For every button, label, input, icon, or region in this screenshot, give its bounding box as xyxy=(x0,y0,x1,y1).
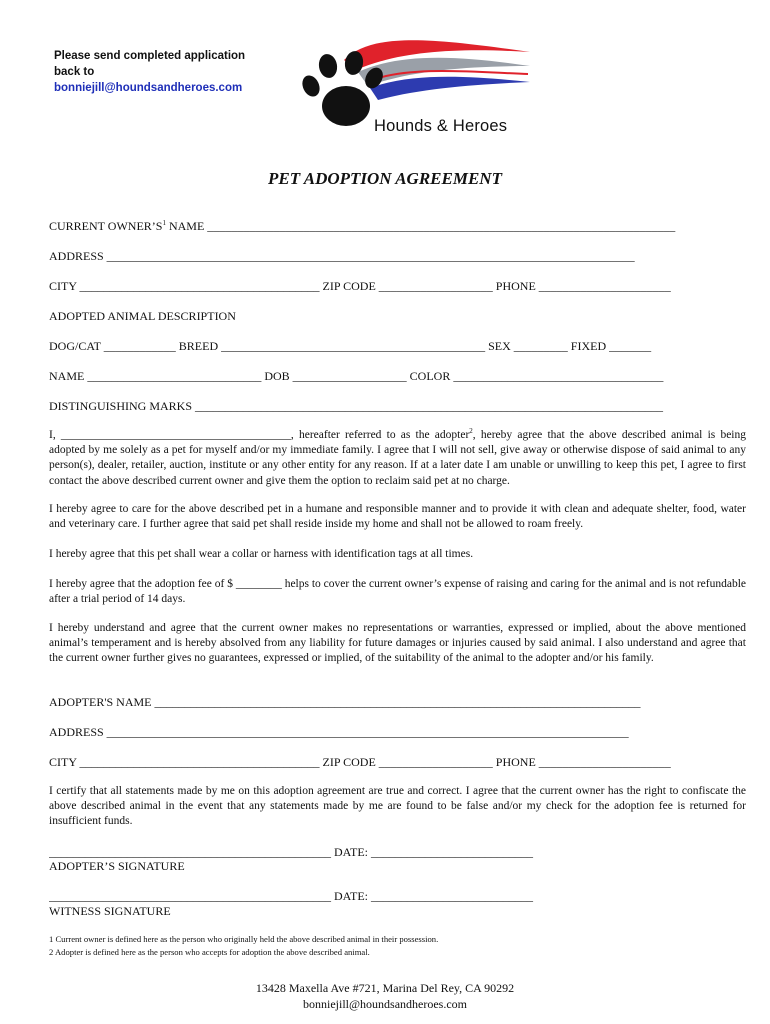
flag-blue-stripe xyxy=(370,77,530,100)
footer-address: 13428 Maxella Ave #721, Marina Del Rey, CA 90292 xyxy=(255,981,515,995)
adopter-address-field[interactable]: ADDRESS _______________________________________________________________________________________ xyxy=(49,725,629,739)
send-instructions xyxy=(54,48,245,96)
document-title: PET ADOPTION AGREEMENT xyxy=(268,169,502,188)
certification-paragraph: I certify that all statements made by me on this adoption agreement are true and correct. I agree that the current owner has the right to confiscate the above described animal in the event that any statements made by me are found to be false and/or my check for the adoption fee is returned for insufficient funds. xyxy=(49,785,746,828)
witness-signature-line[interactable]: _______________________________________________ DATE: ___________________________ xyxy=(49,889,533,903)
footnote-ref-2: 2 xyxy=(469,427,473,436)
footnote-1: 1 Current owner is defined here as the person who originally held the above described animal in their possession. xyxy=(49,934,439,944)
owner-name-blank: NAME ______________________________________________________________________________ xyxy=(165,219,676,233)
adopter-signature-line[interactable]: _______________________________________________ DATE: ___________________________ xyxy=(49,845,533,859)
animal-name-dob-color-field[interactable]: NAME _____________________________ DOB ___________________ COLOR ___________________________________ xyxy=(49,369,664,383)
adoption-terms-text: , hereby agree that the above described animal is being adopted by me solely as a pet for myself and/or my immediate family. I agree that I will not sell, give away or otherwise dispose of said animal to any person(s), dealer, retailer, auction, institute or any other entity for any reason. If at a later date I am unable or unwilling to keep this pet, I agree to first contact the above described current owner and give them the option to reclaim said pet at no charge. xyxy=(49,429,746,487)
adopter-name-field[interactable]: ADOPTER'S NAME _________________________________________________________________________________ xyxy=(49,695,641,709)
owner-name-field[interactable] xyxy=(49,219,729,234)
dog-breed-sex-fixed-field[interactable]: DOG/CAT ____________ BREED ____________________________________________ SEX _________ FIXED _______ xyxy=(49,339,652,353)
witness-signature-label: WITNESS SIGNATURE xyxy=(49,904,171,918)
adopter-city-zip-phone-field[interactable]: CITY ________________________________________ ZIP CODE ___________________ PHONE ______________________ xyxy=(49,755,671,769)
distinguishing-marks-field[interactable]: DISTINGUISHING MARKS ______________________________________________________________________________ xyxy=(49,399,664,413)
brand-name: Hounds & Heroes xyxy=(374,117,508,135)
adopter-signature-label: ADOPTER’S SIGNATURE xyxy=(49,859,185,873)
send-email-link[interactable]: bonniejill@houndsandheroes.com xyxy=(54,82,243,94)
owner-address-field[interactable]: ADDRESS ________________________________________________________________________________________ xyxy=(49,249,635,263)
collar-paragraph: I hereby agree that this pet shall wear a collar or harness with identification tags at all times. xyxy=(49,548,474,560)
adoption-terms-paragraph xyxy=(49,428,746,489)
footer-email[interactable]: bonniejill@houndsandheroes.com xyxy=(302,997,468,1011)
liability-paragraph: I hereby understand and agree that the current owner makes no representations or warranties, expressed or implied, about the above mentioned animal’s temperament and is hereby absolved from any liability for future damages or injuries caused by said animal. I also understand and agree that the current owner further gives no guarantees, expressed or implied, of the suitability of the animal to the adopter and/or his family. xyxy=(49,622,746,665)
footnote-ref-1: 1 xyxy=(162,219,166,227)
send-line-1: Please send completed application xyxy=(54,50,246,62)
footnote-2: 2 Adopter is defined here as the person who accepts for adoption the above described animal. xyxy=(49,947,370,957)
care-paragraph: I hereby agree to care for the above described pet in a humane and responsible manner and to provide it with clean and adequate shelter, food, water and veterinary care. I further agree that said pet shall reside inside my home and shall not be allowed to roam freely. xyxy=(49,503,746,531)
owner-city-zip-phone-field[interactable]: CITY ________________________________________ ZIP CODE ___________________ PHONE ______________________ xyxy=(49,279,671,293)
animal-description-heading: ADOPTED ANIMAL DESCRIPTION xyxy=(49,309,236,323)
owner-name-label: CURRENT OWNER’S xyxy=(49,219,163,233)
adopter-intro: I, ________________________________________, hereafter referred to as the adopter xyxy=(49,429,470,441)
send-line-2: back to xyxy=(54,66,95,78)
fee-paragraph: I hereby agree that the adoption fee of $ ________ helps to cover the current owner’s expense of raising and caring for the animal and is not refundable after a trial period of 14 days. xyxy=(49,578,746,606)
